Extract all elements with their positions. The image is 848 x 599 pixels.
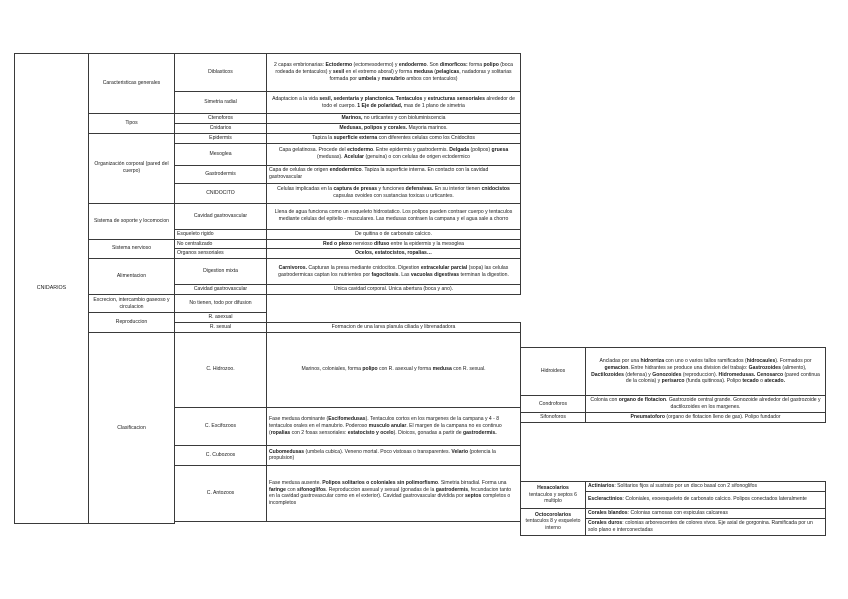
hidrozoo-text: Marinos, coloniales, forma polipo con R. asexual y forma medusa con R. sexual. <box>267 332 521 407</box>
reproduccion-row-text: Formacion de una larva planula ciliada y librenadadora <box>267 323 521 333</box>
excrecion-value: No tienen, todo por difusion <box>175 295 267 313</box>
antozoos-group-note: tentaculos 8 y esqueleto interno <box>525 518 581 532</box>
antozoos-subtable <box>520 481 826 536</box>
cnidarios-table <box>14 53 826 524</box>
soporte-row-label: Cavidad gastrovascular <box>175 203 267 229</box>
nervioso-row-label: Organos sensoriales <box>175 249 267 259</box>
reproduccion-row-label: R. asexual <box>175 313 267 323</box>
simetria-text: Adaptacion a la vida sesil, sedentaria y planctonica. Tentaculos y estructuras sensoriales alrededor de todo el cuerpo. 1 Eje de polaridad, mas de 1 plano de simetria <box>267 92 521 114</box>
alimentacion-row-label: Cavidad gastrovascular <box>175 285 267 295</box>
cubozoos-label: C. Cubozoos <box>175 445 267 465</box>
tipo-text: Marinos, no urticantes y con bioluminiscencia <box>267 114 521 124</box>
organizacion-row-label: CNIDOCITO <box>175 183 267 203</box>
organizacion-row-label: Gastrodermis <box>175 165 267 183</box>
soporte-label: Sistema de soporte y locomocion <box>89 203 175 239</box>
hidrozoo-label: C. Hidrozoo. <box>175 332 267 407</box>
caracteristicas-label: Caracteristicas generales <box>89 54 175 114</box>
soporte-row-label: Esqueleto rigido <box>175 229 267 239</box>
escifozoos-label: C. Escifozoos <box>175 407 267 445</box>
excrecion-label: Excrecion, intercambio gaseoso y circulacion <box>89 295 175 313</box>
organizacion-row-label: Mesoglea <box>175 143 267 165</box>
clasificacion-label: Clasificacion <box>89 332 175 524</box>
escifozoos-text: Fase medusa dominante (Escifomedusas). Tentaculos cortos en los margenes de la campana y 4 - 8 tentaculos orales en el manubrio. Poderoso musculo anular. El margen de la campana no es continuo (ropalias con 2 fosas sensoriales: estatocisto y ocelo). Dioicos, gonadas a partir de gastrodermis. <box>267 407 521 445</box>
root-label: CNIDARIOS <box>15 54 89 524</box>
main-table <box>14 53 826 524</box>
antozoos-group-label: Octocorolarios <box>534 511 572 518</box>
cubozoos-text: Cubomedusas (umbela cubica). Veneno mortal. Poco vistosas o transparentes. Velario (potencia la propulsion) <box>267 445 521 465</box>
antozoos-group-row: Actiniarios: Solitarios fijos al sustrato por un disco basal con 2 sifonoglifos <box>586 482 826 492</box>
organizacion-label: Organización corporal (pared del cuerpo) <box>89 133 175 203</box>
antozoos-group <box>521 482 586 509</box>
diblasticos-label: Diblasticos <box>175 54 267 92</box>
nervioso-row-label: No centralizado <box>175 239 267 249</box>
hidrozoo-sub-label: Hidroideos <box>521 348 586 396</box>
hidrozoo-sub-text: Colonia con organo de flotacion. Gastrozoide central grande. Gonozoide alrededor del gastrozoide y dactilozoides en los margenes. <box>586 396 826 413</box>
nervioso-row-text: Red o plexo nervioso difuso entre la epidermis y la mesoglea <box>267 239 521 249</box>
hidrozoo-subtable <box>520 347 826 423</box>
antozoos-label: C. Antozoos <box>175 465 267 521</box>
nervioso-label: Sistema nervioso <box>89 239 175 259</box>
tipo-label: Ctenoforos <box>175 114 267 124</box>
organizacion-row-text: Capa de celulas de origen endodermico. Tapiza la superficie interna. En contacto con la cavidad gastrovascular <box>267 165 521 183</box>
hidrozoo-sub-label: Condroforos <box>521 396 586 413</box>
antozoos-group-row: Corales blandos: Colonias carnosas con espiculas calcareas <box>586 508 826 518</box>
hidrozoo-sub-text: Pneumatoforo (organo de flotacion lleno de gas). Polipo fundador <box>586 413 826 423</box>
reproduccion-label: Reproduccion <box>89 313 175 333</box>
alimentacion-row-label: Digestion mixta <box>175 259 267 285</box>
antozoos-group-note: tentaculos y septos 6 multiplo <box>529 491 577 505</box>
diblasticos-text: 2 capas embrionarias: Ectodermo (ectomesodermo) y endodermo. Son dimorficos: forma polipo (boca rodeada de tentaculos) y sesil en el extremo aboral) y forma medusa (pelagicas, nadadoras y solitarias formada por umbela y manubrio ambos con tentaculos) <box>267 54 521 92</box>
hidrozoo-sub-text: Ancladas por una hidrorriza con uno o varios tallos ramificados (hidrocaules). Formados por gemacion. Entre hidrantes se produce una division del trabajo: Gastrozoides (alimento), Dactilozoides (defensa) y Gonozoides (reproduccion). Hidromedusas. Cenosarco (pared continua de la colonia) y perisarco (funda quitinosa). Polipo tecado o atecado. <box>586 348 826 396</box>
organizacion-row-text: Tapiza la superficie externa con diferentes celulas como los Cnidocitos <box>267 133 521 143</box>
tipo-label: Cnidarios <box>175 123 267 133</box>
alimentacion-label: Alimentacion <box>89 259 175 295</box>
tipos-label: Tipos <box>89 114 175 134</box>
organizacion-row-label: Epidermis <box>175 133 267 143</box>
antozoos-text: Fase medusa ausente. Polipos solitarios o coloniales sin polimorfismo. Simetria birradial. Forma una faringe con sifonoglifos. Reproduccion asexual y sexual (gonadas de la gastrodermis, fecundacion tanto en la cavidad gastrovascular como en el exterior). Cavidad gastrovascular dividida por septos completos o incompletos <box>267 465 521 521</box>
antozoos-group-row: Corales duros: colonias arborescentes de colores vivos. Eje axial de gorgonina. Ramificada por un solo plano e interconectadas <box>586 518 826 535</box>
soporte-row-text: Llena de agua funciona como un esqueleto hidrostatico. Los polipos pueden contraer cuerpo y tentaculos mediante celulas del epitelio - musculares. Las medusas contraen la campana y el agua sale a chorro <box>267 203 521 229</box>
reproduccion-row-label: R. sexual <box>175 323 267 333</box>
antozoos-group-label: Hexacolarios <box>537 484 569 491</box>
alimentacion-row-text: Unica cavidad corporal. Unica abertura (boca y ano). <box>267 285 521 295</box>
antozoos-group-row: Escleractinios: Coloniales, exoesqueleto de carbonato calcico. Polipos conectados lateralmente <box>586 491 826 508</box>
nervioso-row-text: Ocelos, estatocistos, ropalias… <box>267 249 521 259</box>
antozoos-group <box>521 508 586 535</box>
alimentacion-row-text: Carnivoros. Capturan la presa mediante cnidocitos. Digestion extracelular parcial (sopa) las celulas gastrodermicas captan los nutrientes por fagocitosis. Las vacuolas digestivas terminan la digestion. <box>267 259 521 285</box>
tipo-text: Medusas, polipos y corales. Mayoria marinos. <box>267 123 521 133</box>
simetria-label: Simetria radial <box>175 92 267 114</box>
organizacion-row-text: Capa gelatinosa. Procede del ectodermo. Entre epidermis y gastrodermis. Delgada (polipos) gruesa (medusas). Acelular (genuina) o con celulas de origen ectodermico <box>267 143 521 165</box>
hidrozoo-sub-label: Sifonoforos <box>521 413 586 423</box>
organizacion-row-text: Celulas implicadas en la captura de presas y funciones defensivas. En su interior tienen cnidocistos capsulas ovoides con sustancias toxicas u urticantes. <box>267 183 521 203</box>
soporte-row-text: De quitina o de carbonato calcico. <box>267 229 521 239</box>
